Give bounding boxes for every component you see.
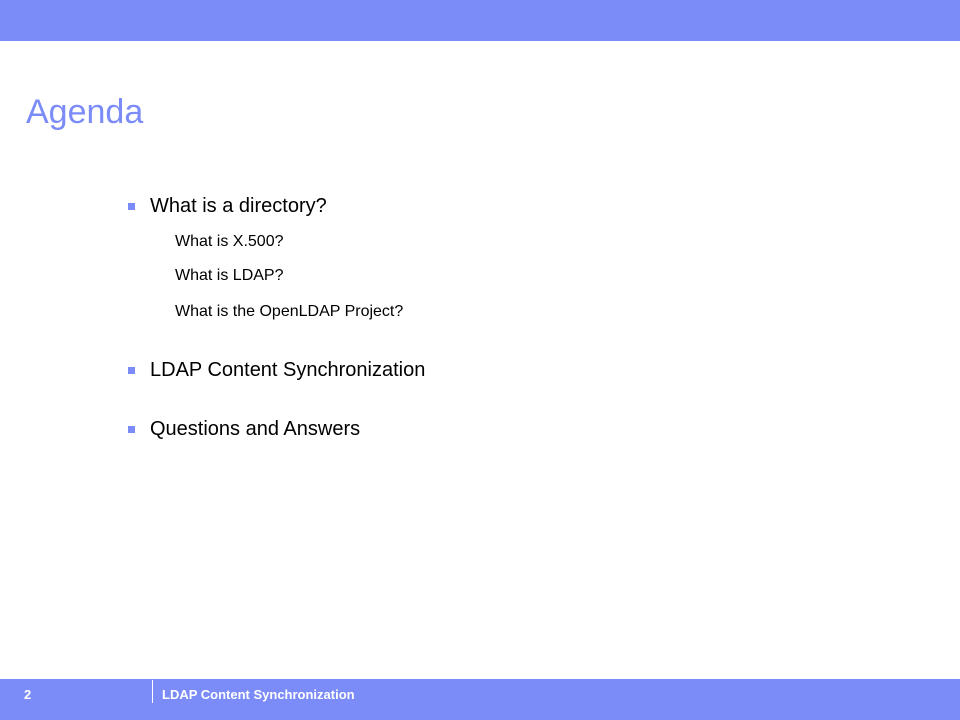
footer-title: LDAP Content Synchronization [162, 687, 355, 702]
header-band [0, 0, 960, 41]
bullet-label: What is a directory? [150, 194, 327, 217]
bullet-item-content-sync [128, 357, 425, 383]
square-bullet-icon [128, 367, 135, 374]
sub-item-openldap-project: What is the OpenLDAP Project? [175, 303, 404, 320]
footer-divider [152, 680, 153, 703]
bullet-item-questions [128, 416, 360, 442]
bullet-label: LDAP Content Synchronization [150, 358, 426, 381]
page-number: 2 [24, 687, 32, 702]
slide-title: Agenda [26, 93, 144, 131]
square-bullet-icon [128, 203, 135, 210]
bullet-item-directory [128, 193, 327, 219]
bullet-label: Questions and Answers [150, 417, 361, 440]
sub-item-x500: What is X.500? [175, 233, 284, 250]
footer-band [0, 679, 960, 720]
square-bullet-icon [128, 426, 135, 433]
sub-item-ldap: What is LDAP? [175, 267, 284, 284]
